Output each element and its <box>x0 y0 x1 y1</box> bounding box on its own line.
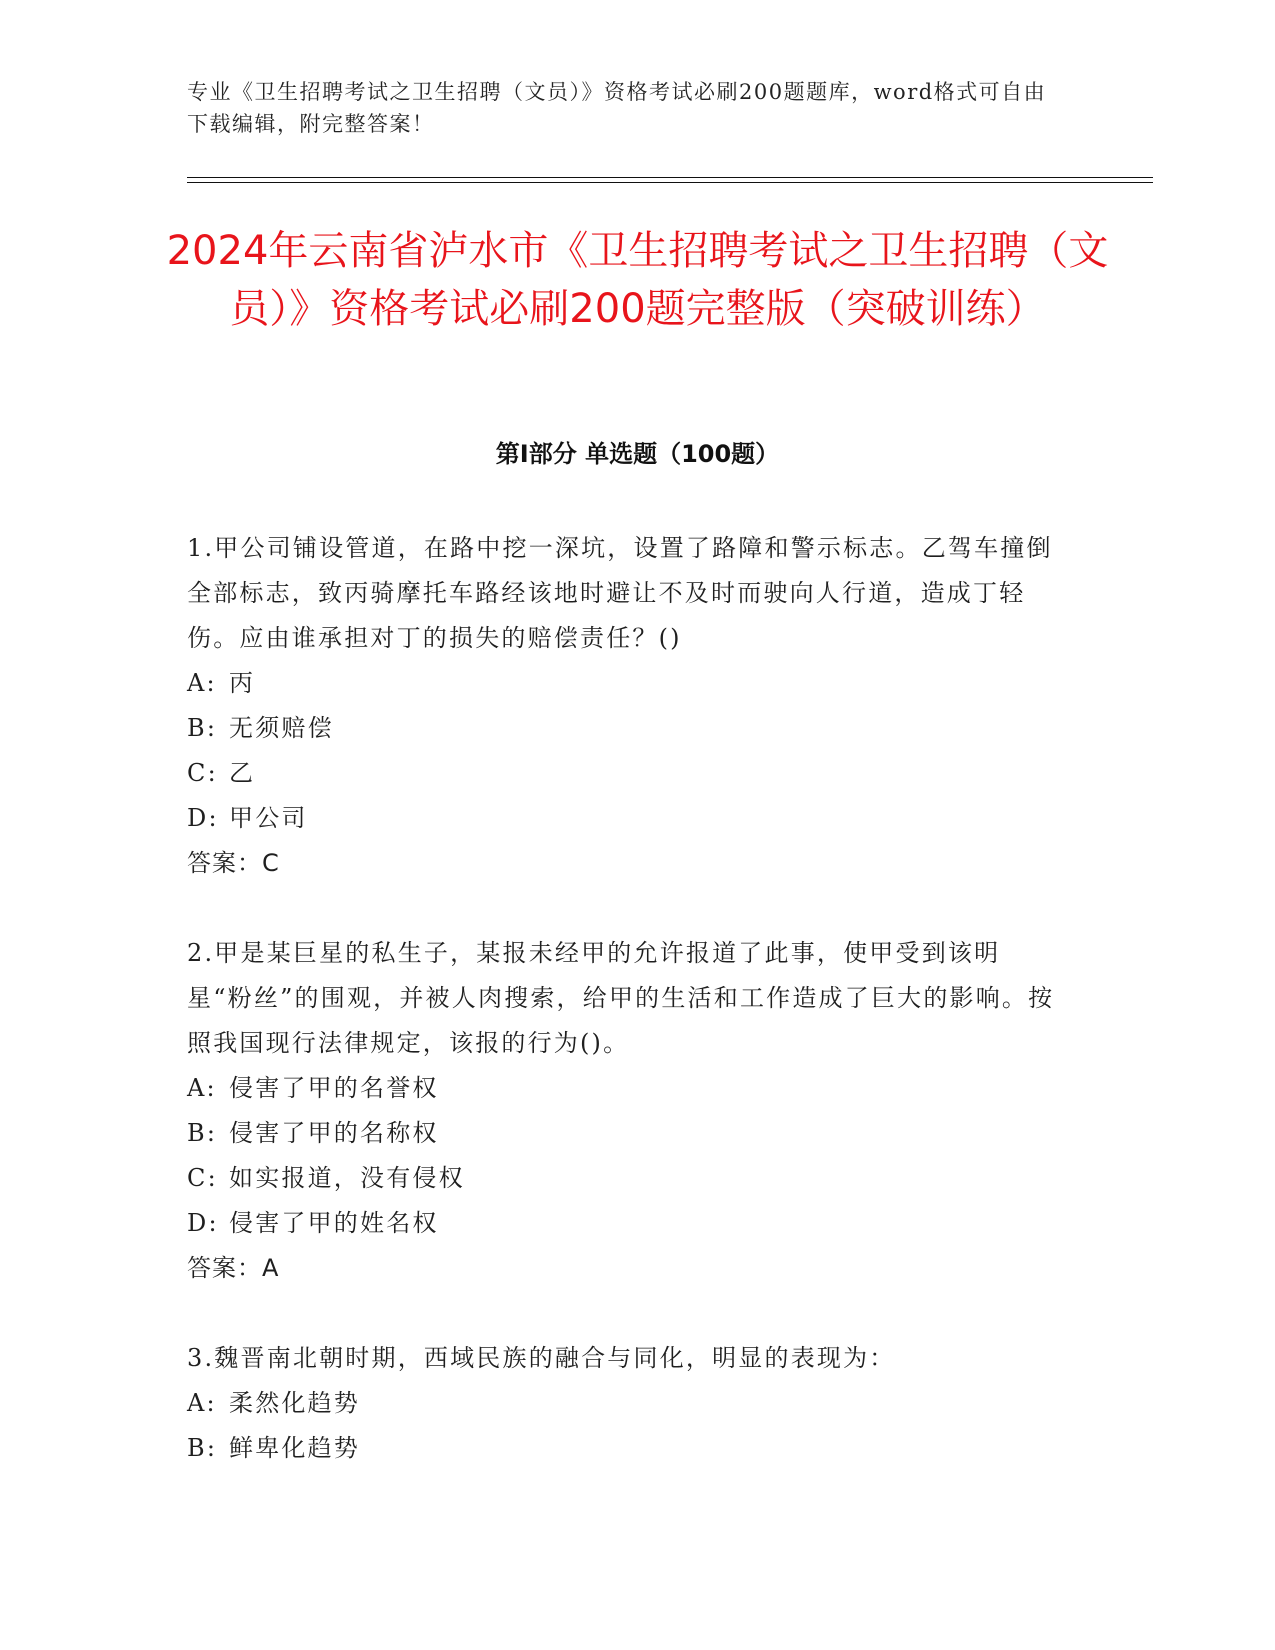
header-divider-top <box>187 177 1153 178</box>
question-list <box>187 526 1067 1516</box>
option-text: 鲜卑化趋势 <box>229 1434 360 1462</box>
option-text: 丙 <box>229 669 256 697</box>
header-divider-bottom <box>187 182 1153 183</box>
option-a <box>187 1381 1067 1426</box>
option-text: 柔然化趋势 <box>229 1389 360 1417</box>
document-title: 2024年云南省泸水市《卫生招聘考试之卫生招聘（文员）》资格考试必刷200题完整版（突破训练） <box>166 228 1109 332</box>
option-text: 乙 <box>229 759 256 787</box>
option-b <box>187 706 1067 751</box>
option-text: 侵害了甲的姓名权 <box>229 1209 439 1237</box>
question-1 <box>187 526 1067 886</box>
option-key: B: <box>187 1434 218 1462</box>
option-c <box>187 1156 1067 1201</box>
option-a <box>187 1066 1067 1111</box>
question-stem: 2.甲是某巨星的私生子，某报未经甲的允许报道了此事，使甲受到该明星“粉丝”的围观，并被人肉搜索，给甲的生活和工作造成了巨大的影响。按照我国现行法律规定，该报的行为()。 <box>187 939 1055 1057</box>
question-stem: 1.甲公司铺设管道，在路中挖一深坑，设置了路障和警示标志。乙驾车撞倒全部标志，致丙骑摩托车路经该地时避让不及时而驶向人行道，造成丁轻伤。应由谁承担对丁的损失的赔偿责任？() <box>187 534 1053 652</box>
option-text: 甲公司 <box>229 804 308 832</box>
option-b <box>187 1111 1067 1156</box>
option-c <box>187 751 1067 796</box>
answer-line: 答案：C <box>187 849 280 877</box>
option-key: A: <box>187 1389 217 1417</box>
option-a <box>187 661 1067 706</box>
option-text: 如实报道，没有侵权 <box>229 1164 465 1192</box>
option-key: A: <box>187 1074 217 1102</box>
question-2 <box>187 931 1067 1291</box>
option-key: D: <box>187 804 219 832</box>
section-title: 第Ⅰ部分 单选题（100题） <box>495 440 780 468</box>
answer-line: 答案：A <box>187 1254 280 1282</box>
option-b <box>187 1426 1067 1471</box>
option-key: B: <box>187 714 218 742</box>
header-note: 专业《卫生招聘考试之卫生招聘（文员）》资格考试必刷200题题库，word格式可自由下载编辑，附完整答案！ <box>187 80 1047 136</box>
question-3 <box>187 1336 1067 1471</box>
option-text: 侵害了甲的名称权 <box>229 1119 439 1147</box>
option-key: C: <box>187 759 218 787</box>
option-key: D: <box>187 1209 219 1237</box>
option-text: 侵害了甲的名誉权 <box>229 1074 439 1102</box>
question-stem: 3.魏晋南北朝时期，西域民族的融合与同化，明显的表现为： <box>187 1344 896 1372</box>
option-text: 无须赔偿 <box>229 714 334 742</box>
option-key: A: <box>187 669 217 697</box>
option-key: B: <box>187 1119 218 1147</box>
option-d <box>187 796 1067 841</box>
option-d <box>187 1201 1067 1246</box>
option-key: C: <box>187 1164 218 1192</box>
